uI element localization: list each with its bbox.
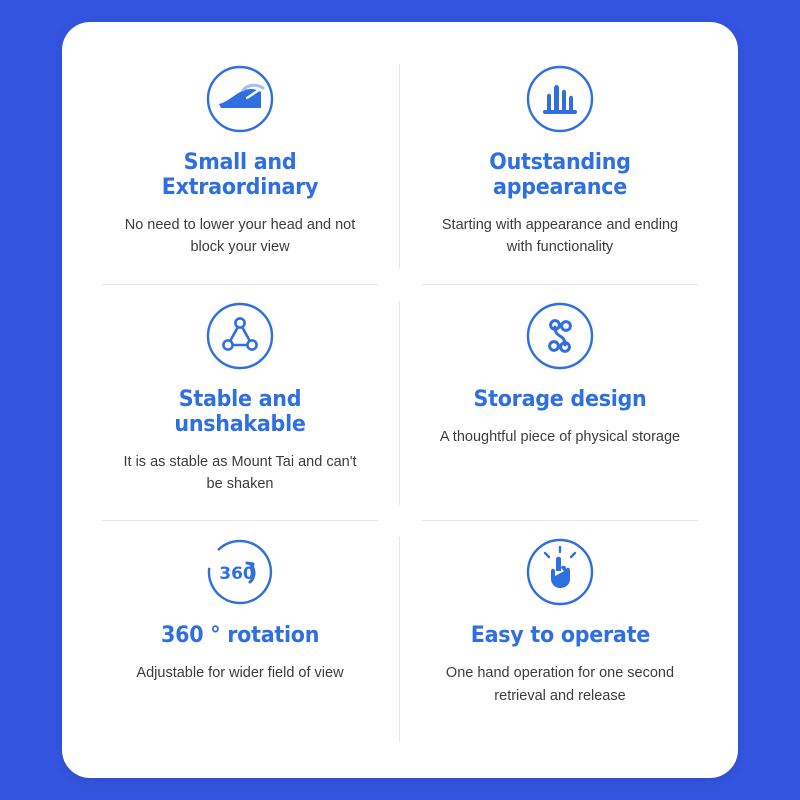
feature-title: Small and Extraordinary xyxy=(161,150,319,200)
feature-description: A thoughtful piece of physical storage xyxy=(439,428,681,445)
feature-title: Outstanding appearance xyxy=(489,150,631,200)
cable-storage-icon xyxy=(523,299,597,373)
feature-description: No need to lower your head and not block your view xyxy=(124,217,356,256)
feature-item xyxy=(400,285,720,522)
feature-item xyxy=(400,521,720,758)
feature-item xyxy=(80,48,400,285)
feature-item xyxy=(80,285,400,522)
feature-description: Adjustable for wider field of view xyxy=(136,665,344,682)
hand-holding-phone-icon xyxy=(203,62,277,136)
feature-title: Storage design xyxy=(473,386,647,412)
feature-title: 360 ° rotation xyxy=(160,623,320,649)
mountain-peaks-icon xyxy=(523,62,597,136)
feature-description: One hand operation for one second retrieval and release xyxy=(445,665,675,704)
feature-description: It is as stable as Mount Tai and can't be shaken xyxy=(123,453,357,493)
rotation-360-icon xyxy=(203,535,277,609)
triangle-nodes-icon xyxy=(203,299,277,373)
feature-item xyxy=(400,48,720,285)
feature-grid xyxy=(62,22,738,778)
feature-card xyxy=(62,22,738,778)
feature-item xyxy=(80,521,400,758)
svg-text:360: 360 xyxy=(219,564,255,585)
feature-description: Starting with appearance and ending with functionality xyxy=(441,217,679,256)
feature-title: Stable and unshakable xyxy=(174,386,306,437)
feature-title: Easy to operate xyxy=(470,623,650,649)
hand-tap-icon xyxy=(523,535,597,609)
